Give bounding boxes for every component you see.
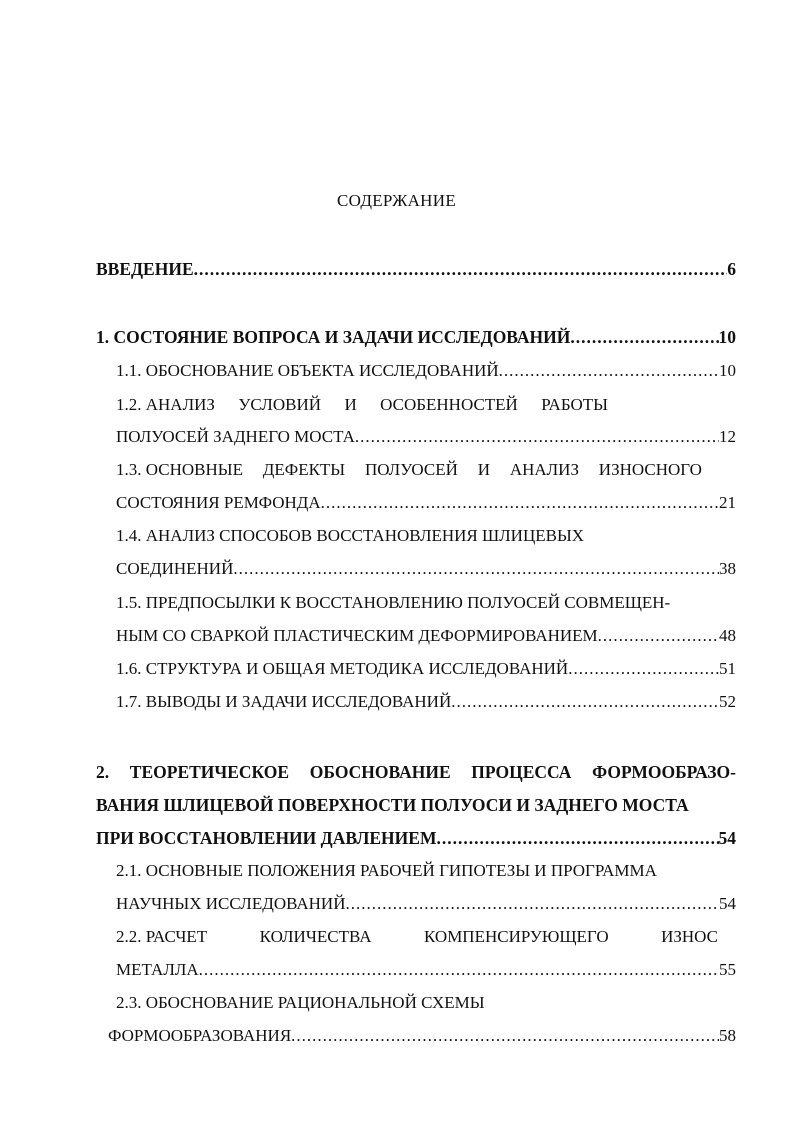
leader-dots bbox=[194, 256, 728, 282]
entry-title: ПОЛУОСЕЙ ЗАДНЕГО МОСТА bbox=[116, 427, 355, 446]
page-number: 48 bbox=[719, 626, 736, 645]
entry-word: АНАЛИЗ bbox=[509, 460, 579, 479]
entry-title: ФОРМООБРАЗОВАНИЯ bbox=[108, 1026, 292, 1045]
entry-title: НЫМ СО СВАРКОЙ ПЛАСТИЧЕСКИМ ДЕФОРМИРОВАНИЕМ bbox=[116, 626, 598, 645]
leader-dots bbox=[233, 556, 719, 582]
toc-entry-1-4-line2 bbox=[116, 556, 736, 582]
toc-entry-1-2-line1 bbox=[116, 392, 608, 418]
toc-entry-2-1-line1 bbox=[116, 858, 736, 884]
entry-title: ПРИ ВОССТАНОВЛЕНИИ ДАВЛЕНИЕМ bbox=[96, 828, 437, 848]
entry-word: 2. bbox=[96, 762, 110, 782]
toc-entry-2-2-line1 bbox=[116, 924, 718, 950]
entry-word: КОМПЕНСИРУЮЩЕГО bbox=[424, 927, 609, 946]
entry-word: УСЛОВИЙ bbox=[238, 395, 321, 414]
page-number: 12 bbox=[719, 427, 736, 446]
page-number: 54 bbox=[719, 894, 736, 913]
toc-entry-1-2-line2 bbox=[116, 424, 736, 450]
leader-dots bbox=[355, 424, 719, 450]
toc-entry-2-3-line1 bbox=[116, 990, 736, 1016]
entry-word: ОБОСНОВАНИЕ bbox=[309, 762, 451, 782]
entry-word: ПРОЦЕССА bbox=[471, 762, 572, 782]
entry-word: ФОРМООБРАЗО- bbox=[592, 762, 736, 782]
entry-word: РАБОТЫ bbox=[541, 395, 608, 414]
entry-title: 1.4. АНАЛИЗ СПОСОБОВ ВОССТАНОВЛЕНИЯ ШЛИЦЕВЫХ bbox=[116, 526, 585, 545]
entry-title: ВВЕДЕНИЕ bbox=[96, 259, 194, 279]
page-number: 6 bbox=[727, 259, 736, 279]
entry-title: НАУЧНЫХ ИССЛЕДОВАНИЙ bbox=[116, 894, 346, 913]
entry-word: 2.2. РАСЧЕТ bbox=[116, 927, 208, 946]
toc-entry-chapter-2-line2 bbox=[96, 792, 736, 818]
page-number: 55 bbox=[719, 960, 736, 979]
toc-entry-2-1-line2 bbox=[116, 891, 736, 917]
entry-word: ОСОБЕННОСТЕЙ bbox=[380, 395, 518, 414]
page-number: 10 bbox=[719, 361, 736, 380]
entry-title: СОСТОЯНИЯ РЕМФОНДА bbox=[116, 493, 321, 512]
page-number: 38 bbox=[719, 559, 736, 578]
toc-entry-1-4-line1 bbox=[116, 523, 736, 549]
toc-entry-intro bbox=[96, 256, 736, 282]
entry-title: 1.5. ПРЕДПОСЫЛКИ К ВОССТАНОВЛЕНИЮ ПОЛУОСЕЙ СОВМЕЩЕН- bbox=[116, 593, 671, 612]
toc-entry-chapter-1 bbox=[96, 324, 736, 350]
page-number: 52 bbox=[719, 692, 736, 711]
toc-entry-1-6 bbox=[116, 656, 736, 682]
entry-word: И bbox=[477, 460, 490, 479]
leader-dots bbox=[436, 825, 718, 851]
toc-entry-1-3-line1 bbox=[116, 457, 702, 483]
entry-word: ТЕОРЕТИЧЕСКОЕ bbox=[129, 762, 290, 782]
entry-title: МЕТАЛЛА bbox=[116, 960, 199, 979]
leader-dots bbox=[451, 689, 719, 715]
page-number: 54 bbox=[718, 828, 736, 848]
entry-word: КОЛИЧЕСТВА bbox=[259, 927, 372, 946]
entry-title: 1.1. ОБОСНОВАНИЕ ОБЪЕКТА ИССЛЕДОВАНИЙ bbox=[116, 361, 499, 380]
toc-entry-1-7 bbox=[116, 689, 736, 715]
page-number: 21 bbox=[719, 493, 736, 512]
entry-title: 1.7. ВЫВОДЫ И ЗАДАЧИ ИССЛЕДОВАНИЙ bbox=[116, 692, 452, 711]
leader-dots bbox=[598, 623, 719, 649]
leader-dots bbox=[321, 490, 719, 516]
leader-dots bbox=[291, 1023, 719, 1049]
toc-entry-chapter-2-line1 bbox=[96, 759, 736, 785]
leader-dots bbox=[568, 656, 719, 682]
toc-entry-2-3-line2 bbox=[108, 1023, 736, 1049]
toc-heading: СОДЕРЖАНИЕ bbox=[336, 191, 457, 210]
leader-dots bbox=[570, 324, 718, 350]
leader-dots bbox=[199, 957, 719, 983]
entry-word: ИЗНОС bbox=[661, 927, 718, 946]
page-number: 10 bbox=[718, 327, 736, 347]
entry-word: ПОЛУОСЕЙ bbox=[364, 460, 458, 479]
entry-title: 2.1. ОСНОВНЫЕ ПОЛОЖЕНИЯ РАБОЧЕЙ ГИПОТЕЗЫ И ПРОГРАММА bbox=[116, 861, 657, 880]
entry-word: И bbox=[344, 395, 357, 414]
toc-entry-chapter-2-line3 bbox=[96, 825, 736, 851]
toc-entry-1-1 bbox=[116, 358, 736, 384]
page-number: 58 bbox=[719, 1026, 736, 1045]
toc-entry-1-5-line2 bbox=[116, 623, 736, 649]
entry-title: СОЕДИНЕНИЙ bbox=[116, 559, 234, 578]
toc-entry-1-3-line2 bbox=[116, 490, 736, 516]
entry-word: 1.2. АНАЛИЗ bbox=[116, 395, 215, 414]
entry-word: 1.3. ОСНОВНЫЕ bbox=[116, 460, 243, 479]
entry-title: 1.6. СТРУКТУРА И ОБЩАЯ МЕТОДИКА ИССЛЕДОВАНИЙ bbox=[116, 659, 569, 678]
entry-word: ИЗНОСНОГО bbox=[598, 460, 702, 479]
toc-entry-2-2-line2 bbox=[116, 957, 736, 983]
entry-title: 1. СОСТОЯНИЕ ВОПРОСА И ЗАДАЧИ ИССЛЕДОВАНИЙ bbox=[96, 327, 571, 347]
leader-dots bbox=[499, 358, 719, 384]
entry-word: ДЕФЕКТЫ bbox=[262, 460, 346, 479]
entry-title: 2.3. ОБОСНОВАНИЕ РАЦИОНАЛЬНОЙ СХЕМЫ bbox=[116, 993, 485, 1012]
entry-title: ВАНИЯ ШЛИЦЕВОЙ ПОВЕРХНОСТИ ПОЛУОСИ И ЗАДНЕГО МОСТА bbox=[96, 795, 689, 815]
page-number: 51 bbox=[719, 659, 736, 678]
leader-dots bbox=[345, 891, 719, 917]
toc-entry-1-5-line1 bbox=[116, 590, 736, 616]
